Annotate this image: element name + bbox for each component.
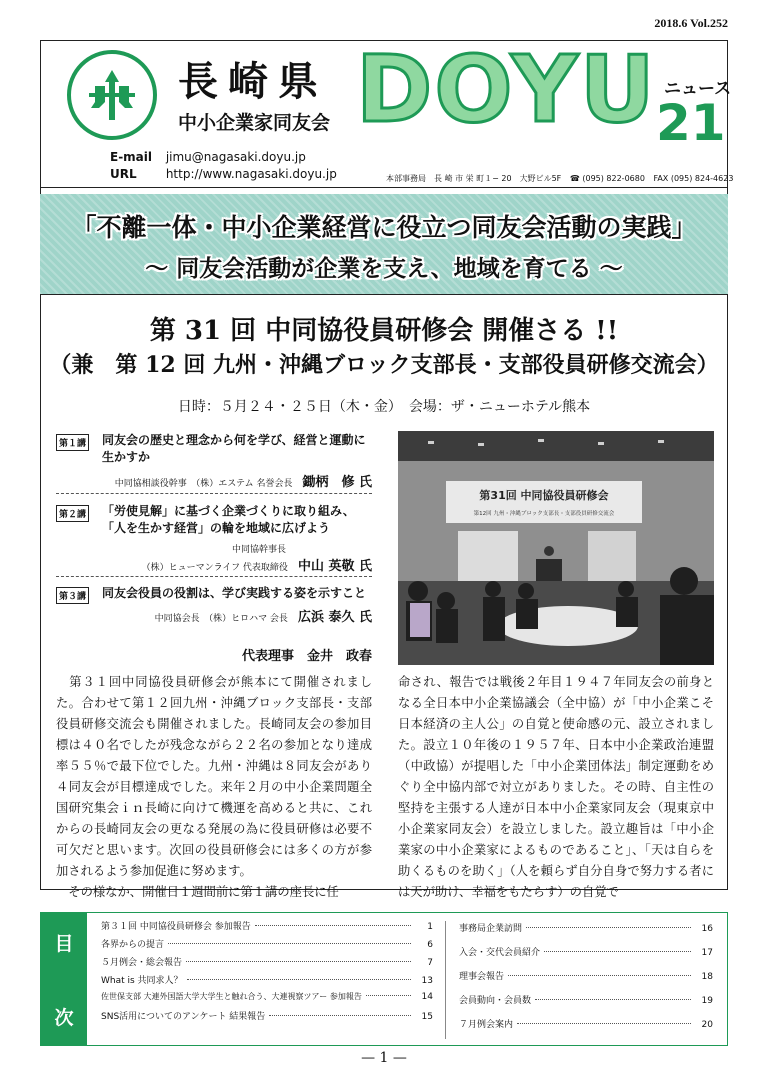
association-name: 中小企業家同友会 <box>178 112 331 134</box>
lecture-3 <box>56 585 372 625</box>
toc-item[interactable]: ７月例会案内 20 <box>459 1020 713 1030</box>
lecture-title: 同友会役員の役割は、学び実践する姿を示すこと <box>102 586 367 600</box>
toc-left-list <box>101 919 433 1027</box>
url-line <box>110 167 337 181</box>
association-logo <box>67 50 157 140</box>
issue-number: 21 <box>656 94 726 152</box>
toc-item[interactable]: What is 共同求人？ 13 <box>101 976 433 986</box>
header-divider <box>40 187 728 188</box>
banner-line-2: 〜 同友会活動が企業を支え、地域を育てる 〜 <box>145 256 623 282</box>
speaker-role: 中同協会長 （株）ヒロハマ 会長 <box>154 614 288 625</box>
office-address-text: 本部事務局 長 崎 市 栄 町１− 20 大野ビル5F <box>386 174 562 183</box>
toc-item[interactable]: SNS活用についてのアンケート 結果報告 15 <box>101 1012 433 1022</box>
lecture-speaker <box>56 542 372 574</box>
lecture-tag: 第１講 <box>56 434 89 451</box>
toc-item[interactable]: ５月例会・総会報告 7 <box>101 958 433 968</box>
page-number: — 1 — <box>361 1050 407 1066</box>
event-photo-image <box>398 431 714 665</box>
toc-item[interactable]: 会員動向・会員数 19 <box>459 996 713 1006</box>
lecture-speaker <box>56 471 372 490</box>
url-link[interactable]: http://www.nagasaki.doyu.jp <box>165 167 337 181</box>
article-title: 第 31 回 中同協役員研修会 開催さる !! <box>149 316 619 346</box>
lecture-title: 「労使見解」に基づく企業づくりに取り組み、「人を生かす経営」の輪を地域に広げよう <box>102 504 355 536</box>
photo-banner-subtitle: 第12回 九州・沖縄ブロック支部長・支部役員研修交流会 <box>473 511 615 517</box>
speaker-name: 中山 英敬 氏 <box>297 558 372 574</box>
toc-right-list <box>459 921 713 1041</box>
banner-divider <box>40 294 728 295</box>
prefecture-title: 長崎県 <box>178 59 328 105</box>
email-link[interactable]: jimu@nagasaki.doyu.jp <box>165 150 306 164</box>
event-photo <box>398 431 714 665</box>
toc-sidebar <box>41 913 87 1045</box>
speaker-name: 広浜 泰久 氏 <box>297 610 372 626</box>
banner-line-1: 「不離一体・中小企業経営に役立つ同友会活動の実践」 <box>71 213 697 242</box>
article-body-left: 第３１回中同協役員研修会が熊本にて開催されました。合わせて第１２回九州・沖縄ブロック支部長・支部役員研修交流会も開催されました。長崎同友会の参加目標は４０名でしたが残念ながら２２名の参加となり達成率５５％で最下位でした。九州・沖縄は８同友会があり４同友会が目標達成でした。来年２月の中小企業問題全国研究集会ｉｎ長崎に向けて機運を高めると共に、これからの長崎同友会の更なる発展の為に役員研修は必要不可欠だと思います。次回の役員研修会には多くの方が参加されるよう参加促進に努めます。 その様なか、開催日１週間前に第１講の座長に任 <box>56 675 372 899</box>
theme-banner <box>40 194 728 294</box>
lecture-title: 同友会の歴史と理念から何を学び、経営と運動に生かすか <box>102 433 366 465</box>
lecture-tag: 第３講 <box>56 587 89 604</box>
url-label: URL <box>110 167 137 181</box>
speaker-role-1: 中同協幹事長 <box>231 544 286 555</box>
lecture-tag: 第２講 <box>56 505 89 522</box>
news-label: ニュース <box>664 79 732 99</box>
lecture-divider <box>56 493 372 494</box>
toc-item[interactable]: 入会・交代会員紹介 17 <box>459 948 713 958</box>
toc-item[interactable]: 理事会報告 18 <box>459 972 713 982</box>
speaker-role: 中同協相談役幹事 （株）エステム 名誉会長 <box>114 478 293 489</box>
toc-item[interactable]: 事務局企業訪問 16 <box>459 924 713 934</box>
table-of-contents <box>40 912 728 1046</box>
toc-label-top: 目 <box>54 933 74 955</box>
speaker-name: 鋤柄 修 氏 <box>302 474 372 490</box>
lecture-2 <box>56 503 372 574</box>
event-dateline: 日時：５月２４・２５日（木・金） 会場：ザ・ニューホテル熊本 <box>177 399 591 415</box>
brand-logo: DOYU <box>356 36 657 143</box>
office-tel: ☎ (095) 822-0680 <box>569 174 645 183</box>
speaker-role-2: （株）ヒューマンライフ 代表取締役 <box>141 562 288 573</box>
article-subtitle: （兼 第 12 回 九州・沖縄ブロック支部長・支部役員研修交流会） <box>49 352 719 378</box>
lecture-divider <box>56 576 372 577</box>
office-fax: FAX (095) 824-4623 <box>653 174 734 183</box>
reporter-byline: 代表理事 金井 政春 <box>241 649 372 664</box>
logo-emblem-icon <box>85 68 139 122</box>
toc-item[interactable]: 第３１回 中同協役員研修会 参加報告 1 <box>101 922 433 932</box>
article-body-right: 命され、報告では戦後２年目１９４７年同友会の前身となる全日本中小企業協議会（全中協）が「中小企業こそ日本経済の主人公」の自覚と使命感の元、設立されました。設立１０年後の１９５７年、日本中小企業政治連盟（中政協）が提唱した「中小企業団体法」制定運動をめぐり全中協内部で対立がありました。その時、自主性の堅持を主張する人達が日本中小企業家同友会（現東京中小企業家同友会）を設立しました。設立趣旨は「中小企業家の中小企業家によるものであること」、「天は自らを助くるものを助く」（人を頼らず自分自身で努力する者には天が助け、幸福をもたらす）の自覚で <box>398 675 714 899</box>
toc-item[interactable]: 佐世保支部 大連外国語大学大学生と触れ合う、大連視察ツアー 参加報告 14 <box>101 992 433 1002</box>
office-address <box>386 173 739 184</box>
photo-banner-title: 第31回 中同協役員研修会 <box>479 489 609 502</box>
toc-item[interactable]: 各界からの提言 6 <box>101 940 433 950</box>
volume-label: 2018.6 Vol.252 <box>654 16 728 30</box>
toc-divider <box>445 921 446 1039</box>
email-label: E-mail <box>110 150 153 164</box>
lecture-1 <box>56 432 372 490</box>
lecture-speaker <box>56 606 372 625</box>
toc-label-bottom: 次 <box>54 1007 74 1029</box>
email-line <box>110 150 306 164</box>
